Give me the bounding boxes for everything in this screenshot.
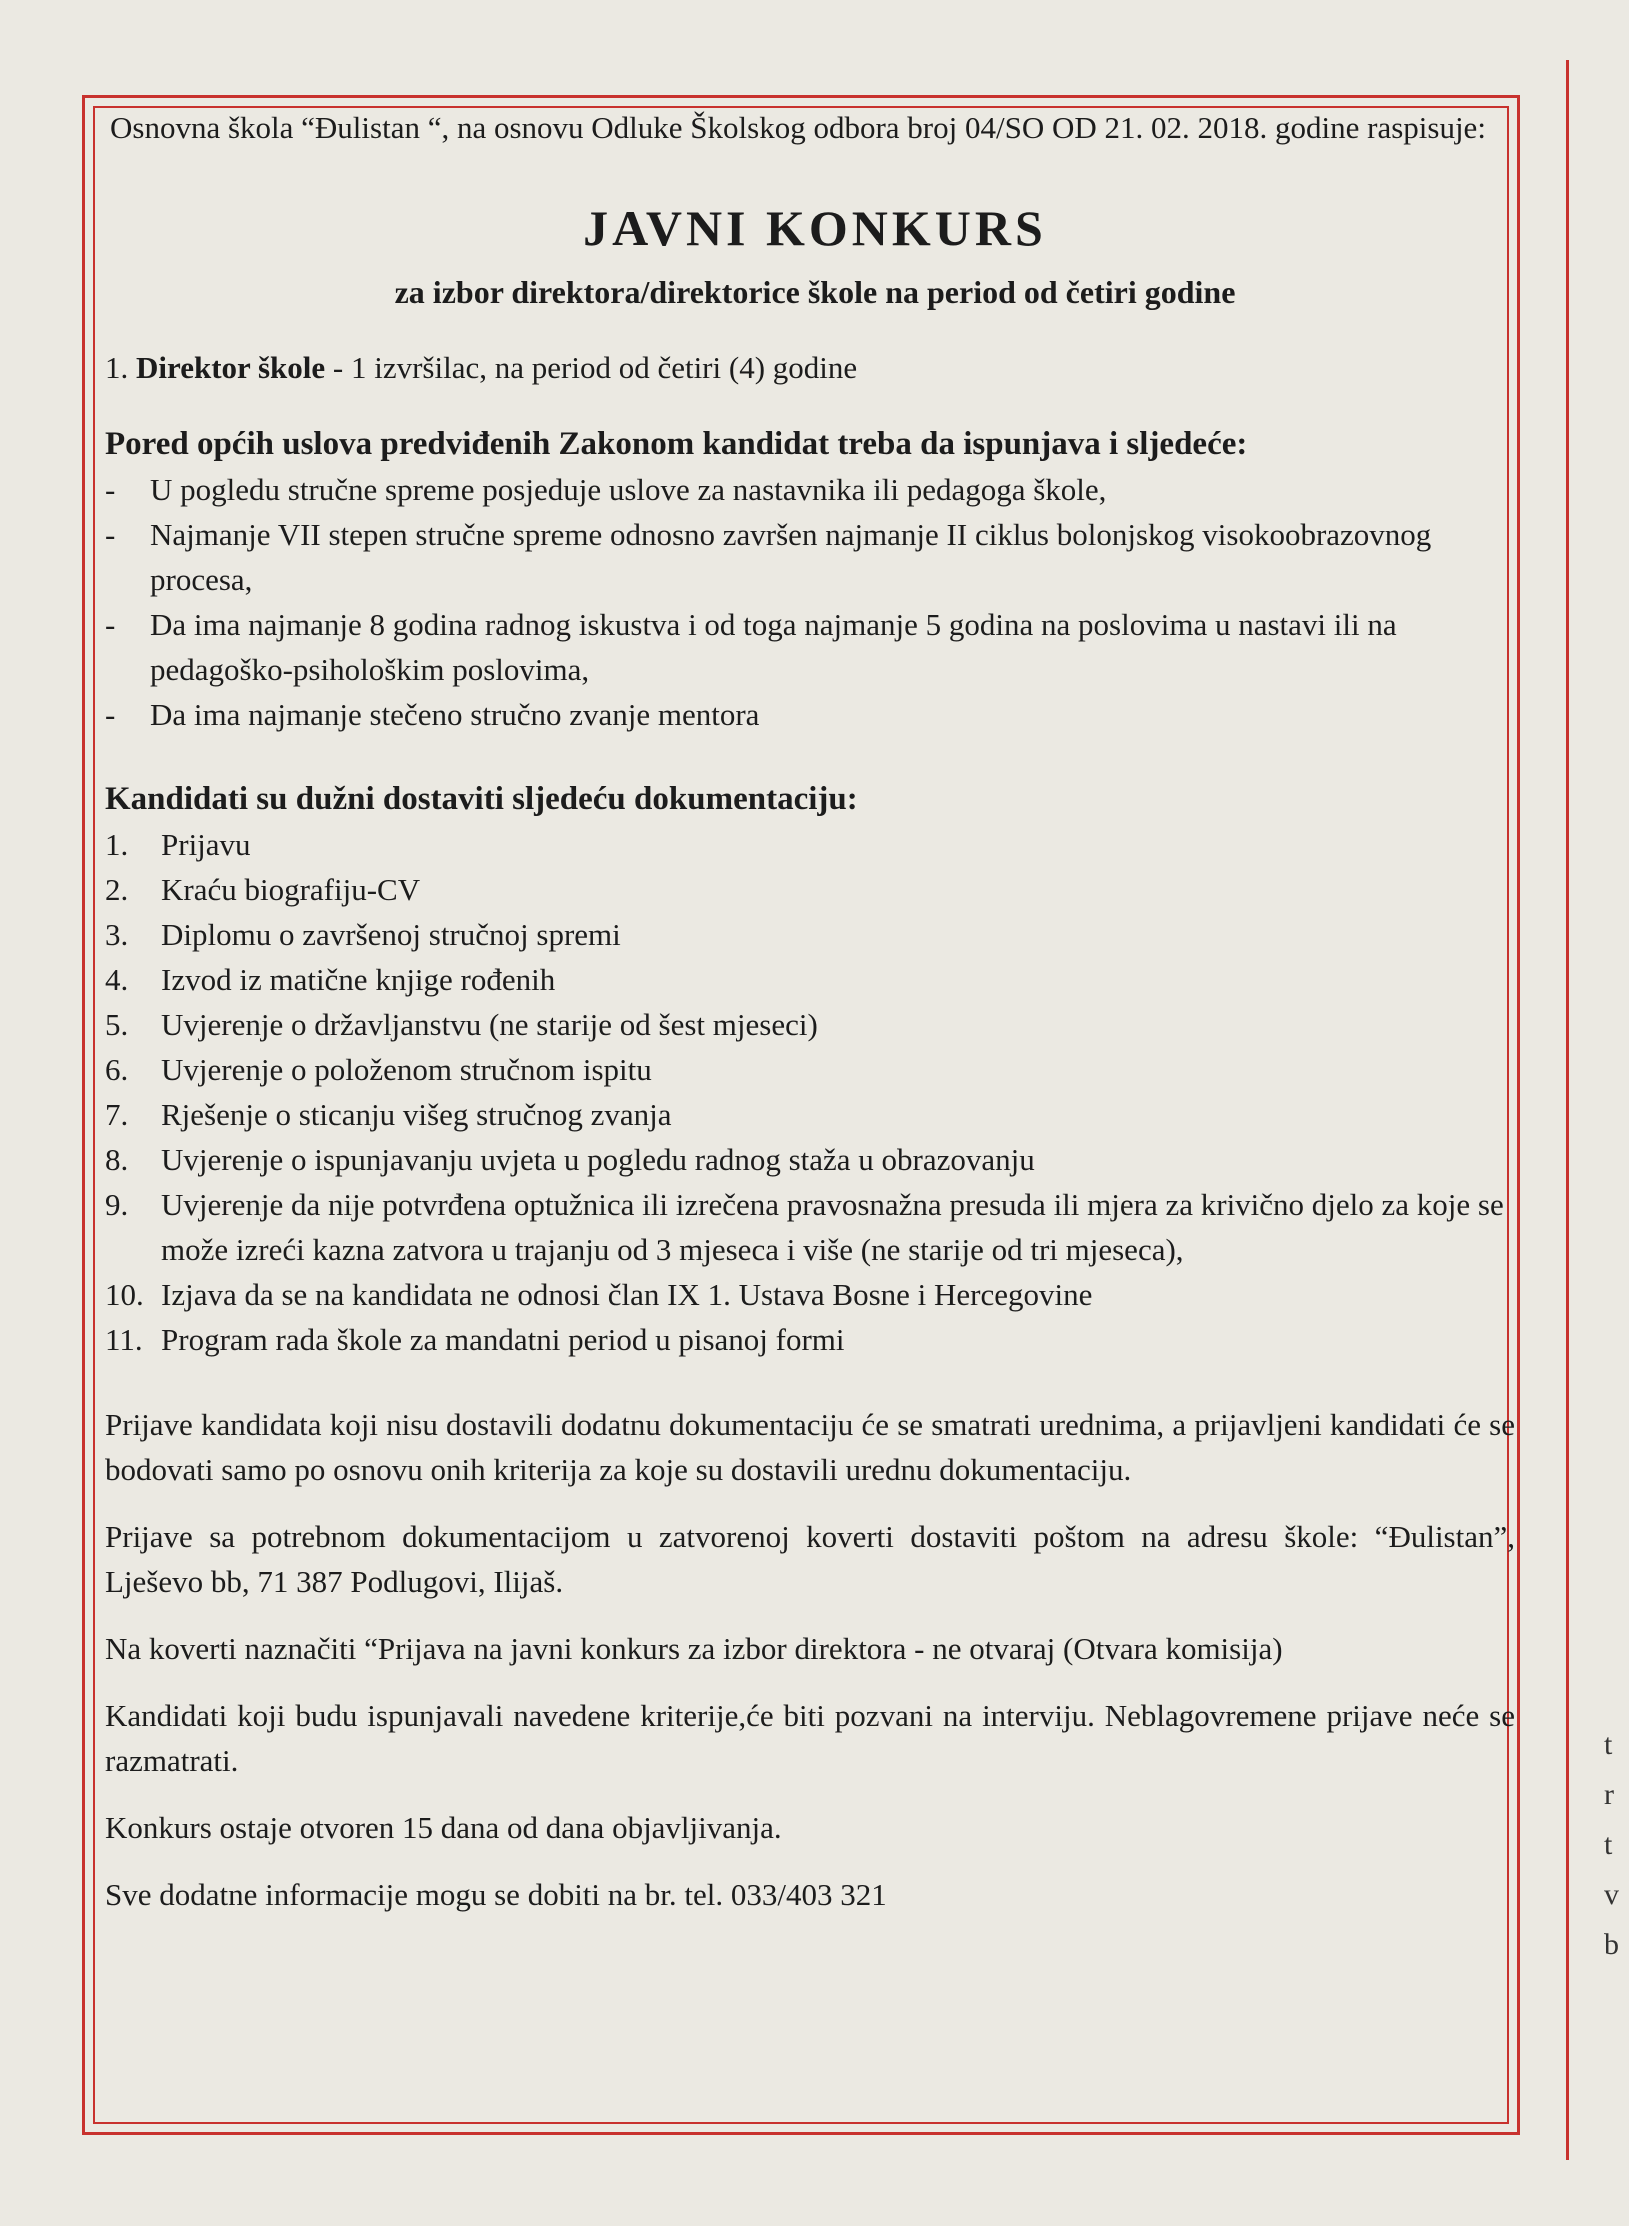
note-submission-address: Prijave sa potrebnom dokumentacijom u zatvorenoj koverti dostaviti poštom na adresu škole: “Đulistan”, Lješevo bb, 71 387 Podlugovi, Ilijaš.	[105, 1519, 1515, 1599]
adjacent-ad-text: t r t v b	[1604, 1728, 1619, 1961]
list-item: 6. Uvjerenje o položenom stručnom ispitu	[105, 1052, 652, 1087]
note-interview: Kandidati koji budu ispunjavali navedene kriterije,će biti pozvani na interviju. Neblagovremene prijave neće se razmatrati.	[105, 1698, 1515, 1778]
documents-list	[105, 822, 1525, 1362]
note-open-period: Konkurs ostaje otvoren 15 dana od dana objavljivanja.	[105, 1810, 782, 1845]
note-contact-phone: Sve dodatne informacije mogu se dobiti na br. tel. 033/403 321	[105, 1877, 887, 1912]
list-item: 7. Rješenje o sticanju višeg stručnog zvanja	[105, 1097, 672, 1132]
list-item: 1. Prijavu	[105, 827, 251, 862]
list-item: - Najmanje VII stepen stručne spreme odnosno završen najmanje II ciklus bolonjskog visokoobrazovnog procesa,	[105, 512, 1515, 602]
conditions-heading: Pored općih uslova predviđenih Zakonom kandidat treba da ispunjava i sljedeće:	[105, 426, 1248, 462]
list-item: 8. Uvjerenje o ispunjavanju uvjeta u pogledu radnog staža u obrazovanju	[105, 1142, 1035, 1177]
list-item: 2. Kraću biografiju-CV	[105, 872, 421, 907]
position-number: 1.	[105, 350, 129, 385]
list-item: - Da ima najmanje 8 godina radnog iskustva i od toga najmanje 5 godina na poslovima u nastavi ili na pedagoško-psihološkim poslovima,	[105, 602, 1515, 692]
page-subtitle: za izbor direktora/direktorice škole na period od četiri godine	[394, 274, 1236, 310]
position-text: - 1 izvršilac, na period od četiri (4) godine	[332, 350, 858, 385]
list-item: - U pogledu stručne spreme posjeduje uslove za nastavnika ili pedagoga škole,	[105, 467, 1515, 512]
page-title: JAVNI KONKURS	[583, 200, 1047, 256]
list-item: 10. Izjava da se na kandidata ne odnosi član IX 1. Ustava Bosne i Hercegovine	[105, 1277, 1093, 1312]
list-item: 3. Diplomu o završenoj stručnoj spremi	[105, 917, 621, 952]
list-item: 5. Uvjerenje o državljanstvu (ne starije od šest mjeseci)	[105, 1007, 818, 1042]
note-incomplete-docs: Prijave kandidata koji nisu dostavili dodatnu dokumentaciju će se smatrati urednima, a prijavljeni kandidati će se bodovati samo po osnovu onih kriterija za koje su dostavili urednu dokumentaciju.	[105, 1407, 1515, 1487]
list-item: 11. Program rada škole za mandatni period u pisanoj formi	[105, 1322, 845, 1357]
position-label: Direktor škole	[136, 350, 326, 385]
list-item: 4. Izvod iz matične knjige rođenih	[105, 962, 556, 997]
intro-text: Osnovna škola “Đulistan “, na osnovu Odluke Školskog odbora broj 04/SO OD 21. 02. 2018. godine raspisuje:	[110, 110, 1486, 145]
documents-heading: Kandidati su dužni dostaviti sljedeću dokumentaciju:	[105, 781, 858, 817]
position-line	[105, 345, 1525, 390]
announcement-content	[105, 105, 1525, 1917]
conditions-list	[105, 467, 1525, 737]
adjacent-ad-border	[1566, 60, 1629, 2160]
note-envelope-label: Na koverti naznačiti “Prijava na javni konkurs za izbor direktora - ne otvaraj (Otvara komisija)	[105, 1631, 1283, 1666]
list-item: - Da ima najmanje stečeno stručno zvanje mentora	[105, 692, 1515, 737]
list-item: 9. Uvjerenje da nije potvrđena optužnica ili izrečena pravosnažna presuda ili mjera za krivično djelo za koje se može izreći kazna zatvora u trajanju od 3 mjeseca i više (ne starije od tri mjeseca),	[105, 1187, 1504, 1267]
